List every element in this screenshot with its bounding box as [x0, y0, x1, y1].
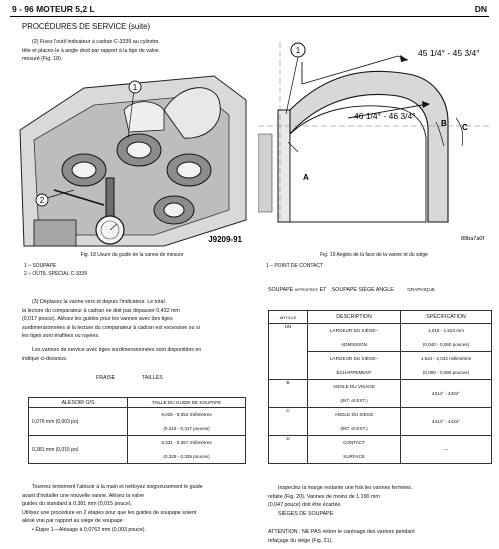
paragraph-step-2 — [22, 38, 252, 64]
caption-word: SOUPAPE — [268, 287, 294, 293]
table-cell: UN — [269, 324, 308, 380]
text-line: refaçage du siège (Fig. 21). — [268, 537, 333, 544]
page-header-left: 9 - 96 MOTEUR 5,2 L — [12, 4, 95, 14]
text-line: (3) Déplacez la vanne vers et depuis l'indicateur. Le total — [32, 299, 165, 305]
paragraph-reaming — [22, 483, 254, 535]
ream-table-caption-b: TAILLES — [142, 375, 163, 381]
figure-19-legend: 1 – POINT DE CONTACT — [266, 263, 324, 269]
table-cell: 0,381 mm (0,015 po) — [29, 436, 128, 464]
table-cell: 8,026 - 8,052 millimètres — [128, 408, 246, 422]
caption-word: ET — [319, 287, 327, 293]
table-header-row — [29, 398, 246, 408]
table-header-row — [269, 311, 492, 324]
table-cell: ÉCHAPPEMENT — [308, 366, 401, 380]
table-cell: 4314° - 4334° — [401, 380, 492, 408]
label-c: C — [462, 123, 468, 132]
angle-seat-label: 46 1/4° - 46 3/4° — [354, 111, 416, 121]
label-b: B — [441, 119, 447, 128]
paragraph-service-valves — [22, 346, 254, 363]
figure-18-illustration — [14, 70, 250, 248]
table-row — [29, 408, 246, 422]
spec-chart-caption — [268, 286, 435, 295]
table-cell: (0,328 - 0,329 pouces) — [128, 450, 246, 464]
text-line: surdimensionnées si la lecture du comparateur à cadran est excessive ou si — [22, 324, 200, 331]
text-line: Tournez lentement l'alésoir à la main et nettoyez soigneusement le guide — [32, 484, 203, 490]
table-row — [269, 380, 492, 394]
figure-code: J9209-91 — [208, 235, 242, 244]
header-rule — [10, 16, 489, 17]
table-cell: LARGEUR DU SIÈGE– — [308, 324, 401, 338]
table-cell: — — [401, 436, 492, 464]
table-cell: ADMISSION — [308, 338, 401, 352]
page-header-right: DN — [474, 4, 487, 14]
angle-face-label: 45 1/4° - 45 3/4° — [418, 48, 480, 58]
paragraph-caution — [268, 528, 492, 545]
text-line: Les vannes de service avec tiges surdimensionnées sont disponibles en — [32, 347, 202, 353]
paragraph-step-3 — [22, 298, 254, 341]
text-line: (0,047 pouce) doit être écartée. — [268, 502, 342, 509]
paragraph-margin-inspect — [268, 484, 492, 518]
column-header: TAILLE DU GUIDE DE SOUPAPE — [128, 398, 246, 408]
text-line: (2) Fixez l'outil indicateur à cadran C-3339 au cylindre. — [32, 39, 160, 45]
subheading: SIÈGES DE SOUPAPE — [278, 510, 334, 517]
table-row — [29, 436, 246, 450]
table-cell: 1,016 - 1,524 mm — [401, 324, 492, 338]
ream-size-table — [28, 397, 246, 464]
valve-seat-angles-drawing — [258, 22, 490, 250]
table-cell: C — [269, 408, 308, 436]
valve-seat-spec-table — [268, 310, 492, 464]
table-cell: SURFACE — [308, 450, 401, 464]
caption-word: APPROPRIÉE — [294, 288, 319, 292]
table-cell: 0,076 mm (0,003 po) — [29, 408, 128, 436]
callout-2-label: 2 — [39, 196, 45, 205]
figure-18-legend — [24, 263, 244, 278]
table-cell: CONTACT — [308, 436, 401, 450]
text-line: la lecture du comparateur à cadran ne doit pas dépasser 0,432 mm — [22, 307, 180, 314]
table-cell: (0,040 - 0,060 pouces) — [401, 338, 492, 352]
table-cell: 1,524 - 2,032 millimètres — [401, 352, 492, 366]
figure-18-caption: Fig. 18 Usure du guide de la vanne de mesure — [80, 252, 184, 258]
callout-1-label: 1 — [295, 46, 301, 55]
table-row — [269, 408, 492, 422]
text-line: avant d'installer une nouvelle vanne. Alésez la valve — [22, 492, 145, 499]
column-header: ALÉSOIR O/S — [29, 398, 128, 408]
column-header: DESCRIPTION — [308, 311, 401, 324]
callout-1-label: 1 — [132, 83, 138, 92]
text-line: indiqué ci-dessous. — [22, 355, 68, 362]
table-cell: (INT. et EXT.) — [308, 422, 401, 436]
figure-19-illustration — [258, 22, 490, 250]
text-line: • Étape 1—Alésage à 0,0763 mm (0,003 pouce). — [32, 526, 147, 533]
section-title: PROCÉDURES DE SERVICE (suite) — [22, 22, 151, 31]
caption-word: GRAPHIQUE — [407, 287, 435, 292]
table-cell: B — [269, 380, 308, 408]
caption-word: SOUPAPE SIÈGE — [331, 287, 375, 293]
table-cell: ANGLE DU VISAGE — [308, 380, 401, 394]
text-line: guides du standard à 0,381 mm (0,015 pouce). — [22, 501, 133, 508]
text-line: mesuré (Fig. 18). — [22, 56, 63, 63]
text-line: Utilisez une procédure en 2 étapes pour que les guides de soupape soient — [22, 509, 197, 516]
table-cell: LARGEUR DU SIÈGE– — [308, 352, 401, 366]
figure-code: 80ba7a0f — [461, 236, 484, 242]
table-cell: 8,331 - 8,357 millimètres — [128, 436, 246, 450]
column-header: ARTICLE — [269, 311, 308, 324]
cylinder-head-drawing — [14, 70, 250, 248]
table-cell: ANGLE DU SIÈGE — [308, 408, 401, 422]
table-cell: (0,316 - 0,317 pouces) — [128, 422, 246, 436]
text-line: Inspectez la marge restante une fois les vannes fermées. — [278, 485, 413, 491]
label-a: A — [303, 173, 309, 182]
table-row — [269, 436, 492, 450]
table-row — [269, 324, 492, 338]
caption-word: ANGLE — [375, 287, 394, 293]
text-line: (0,017 pouce). Alésez les guides pour les vannes avec des tiges — [22, 316, 173, 323]
column-header: SPÉCIFICATION — [401, 311, 492, 324]
table-cell: (0,060 - 0,080 pouces) — [401, 366, 492, 380]
text-line: tête et placez-le à angle droit par rapport à la tige de valve. — [22, 47, 161, 54]
text-line: ATTENTION : NE PAS retirer le carénage des vannes pendant — [268, 529, 415, 535]
table-cell: 4414° - 4434° — [401, 408, 492, 436]
table-cell: D — [269, 436, 308, 464]
legend-item: 2 – OUTIL SPÉCIAL C-3339 — [24, 270, 87, 277]
figure-19-caption: Fig. 19 Angles de la face de la vanne et du siège — [320, 252, 428, 258]
text-line: refaite (Fig. 20). Vannes de moins de 1.190 mm — [268, 493, 380, 500]
ream-table-caption-a: FRAISE — [96, 375, 116, 381]
legend-item: 1 – SOUPAPE — [24, 263, 57, 269]
text-line: les tiges sont éraflées ou rayées. — [22, 333, 100, 340]
text-line: alésé vrai par rapport au siège de soupape : — [22, 518, 126, 525]
table-cell: (INT. et EXT.) — [308, 394, 401, 408]
